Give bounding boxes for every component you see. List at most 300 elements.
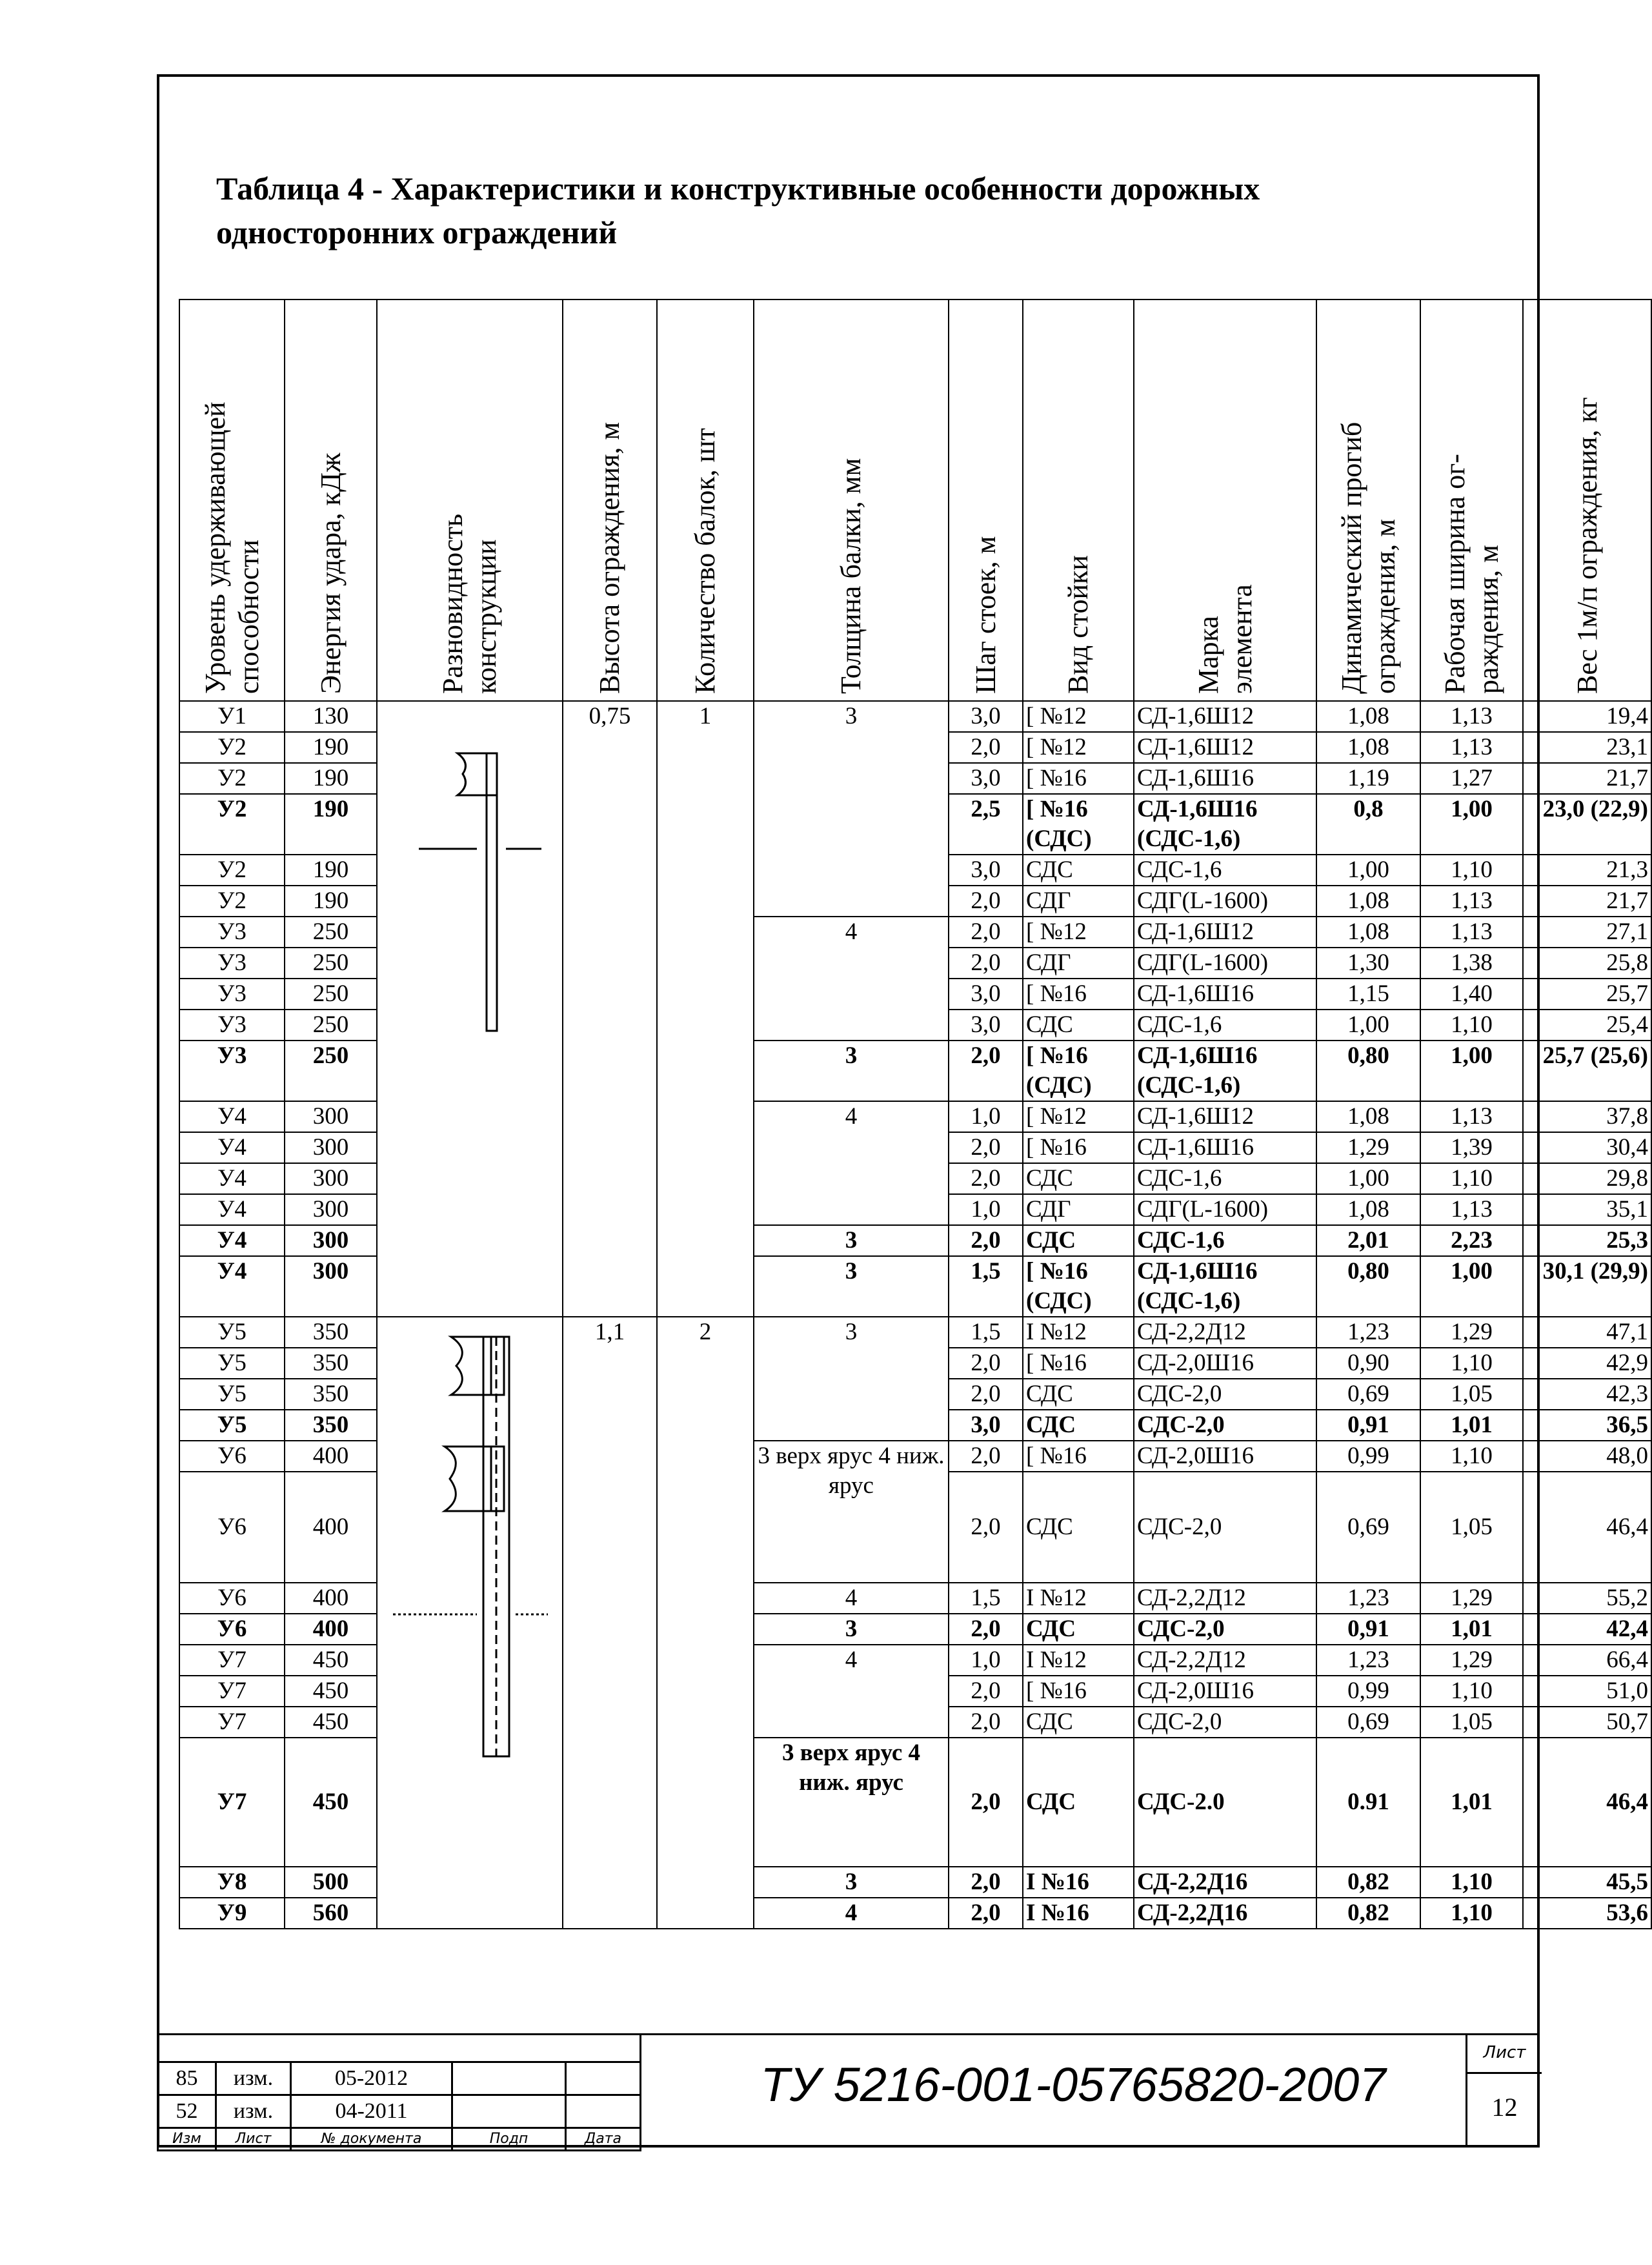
- post-cell: [ №16: [1023, 1348, 1134, 1379]
- mark-cell: СД-2,0Ш16: [1134, 1348, 1316, 1379]
- energy-cell: 500: [285, 1867, 377, 1898]
- weight-cell: 30,1 (29,9): [1523, 1256, 1651, 1317]
- step-cell: 2,0: [949, 1163, 1023, 1194]
- level-cell: У1: [179, 701, 285, 732]
- mark-cell: СД-1,6Ш16 (СДС-1,6): [1134, 1041, 1316, 1101]
- mark-cell: СДГ(L-1600): [1134, 1194, 1316, 1225]
- level-cell: У4: [179, 1132, 285, 1163]
- width-cell: 2,23: [1420, 1225, 1523, 1256]
- energy-cell: 300: [285, 1194, 377, 1225]
- energy-cell: 190: [285, 794, 377, 855]
- table-row: [179, 1317, 1651, 1348]
- energy-cell: 190: [285, 855, 377, 886]
- energy-cell: 300: [285, 1225, 377, 1256]
- width-cell: 1,13: [1420, 886, 1523, 917]
- rev-num-2: 52: [158, 2095, 216, 2128]
- deflection-cell: 0,99: [1316, 1441, 1420, 1472]
- step-cell: 2,0: [949, 1132, 1023, 1163]
- document-number: ТУ 5216-001-05765820-2007: [760, 2058, 1386, 2111]
- mark-cell: СДГ(L-1600): [1134, 948, 1316, 979]
- step-cell: 2,0: [949, 1348, 1023, 1379]
- level-cell: У3: [179, 979, 285, 1010]
- thickness-cell: 3 верх ярус 4 ниж. ярус: [754, 1738, 949, 1867]
- weight-cell: 21,7: [1523, 886, 1651, 917]
- level-cell: У6: [179, 1472, 285, 1583]
- step-cell: 3,0: [949, 1410, 1023, 1441]
- step-cell: 2,0: [949, 1379, 1023, 1410]
- width-cell: 1,38: [1420, 948, 1523, 979]
- level-cell: У6: [179, 1583, 285, 1614]
- step-cell: 1,0: [949, 1101, 1023, 1132]
- width-cell: 1,13: [1420, 917, 1523, 948]
- weight-cell: 25,7: [1523, 979, 1651, 1010]
- mark-cell: СД-1,6Ш16 (СДС-1,6): [1134, 794, 1316, 855]
- width-cell: 1,10: [1420, 1163, 1523, 1194]
- deflection-cell: 1,23: [1316, 1317, 1420, 1348]
- post-cell: СДГ: [1023, 948, 1134, 979]
- thickness-cell: 3: [754, 1867, 949, 1898]
- thickness-cell: 3: [754, 1317, 949, 1441]
- deflection-cell: 0,69: [1316, 1379, 1420, 1410]
- level-cell: У2: [179, 886, 285, 917]
- width-cell: 1,13: [1420, 732, 1523, 763]
- level-cell: У3: [179, 1041, 285, 1101]
- post-cell: [ №12: [1023, 917, 1134, 948]
- width-cell: 1,05: [1420, 1379, 1523, 1410]
- deflection-cell: 1,30: [1316, 948, 1420, 979]
- energy-cell: 250: [285, 1010, 377, 1041]
- energy-cell: 560: [285, 1898, 377, 1929]
- caption-sign: Подп: [452, 2128, 566, 2150]
- energy-cell: 400: [285, 1614, 377, 1645]
- level-cell: У7: [179, 1645, 285, 1676]
- deflection-cell: 1,15: [1316, 979, 1420, 1010]
- revision-table: [157, 2033, 641, 2151]
- post-cell: СДС: [1023, 1707, 1134, 1738]
- sheet-number: 12: [1491, 2093, 1518, 2122]
- guardrail-table: [179, 299, 1652, 1929]
- mark-cell: СДС-1,6: [1134, 1010, 1316, 1041]
- post-cell: [ №16 (СДС): [1023, 794, 1134, 855]
- post-cell: [ №16: [1023, 979, 1134, 1010]
- post-cell: СДС: [1023, 1379, 1134, 1410]
- rev-date-1: 05-2012: [291, 2062, 452, 2095]
- step-cell: 1,5: [949, 1317, 1023, 1348]
- height-cell: 1,1: [563, 1317, 657, 1929]
- deflection-cell: 1,00: [1316, 1010, 1420, 1041]
- post-cell: СДС: [1023, 1410, 1134, 1441]
- deflection-cell: 0,8: [1316, 794, 1420, 855]
- width-cell: 1,01: [1420, 1410, 1523, 1441]
- single-beam-drawing: [380, 702, 561, 1037]
- thickness-cell: 4: [754, 1645, 949, 1738]
- width-cell: 1,00: [1420, 794, 1523, 855]
- width-cell: 1,29: [1420, 1583, 1523, 1614]
- energy-cell: 350: [285, 1348, 377, 1379]
- double-beam-drawing: [380, 1317, 561, 1769]
- thickness-cell: 4: [754, 1583, 949, 1614]
- mark-cell: СД-1,6Ш16: [1134, 763, 1316, 794]
- deflection-cell: 1,19: [1316, 763, 1420, 794]
- step-cell: 2,0: [949, 1898, 1023, 1929]
- deflection-cell: 1,08: [1316, 1194, 1420, 1225]
- mark-cell: СДС-2,0: [1134, 1379, 1316, 1410]
- post-cell: СДС: [1023, 855, 1134, 886]
- title-line-1: Таблица 4 - Характеристики и конструктивные особенности дорожных: [216, 170, 1260, 207]
- level-cell: У4: [179, 1225, 285, 1256]
- deflection-cell: 1,00: [1316, 1163, 1420, 1194]
- step-cell: 2,0: [949, 917, 1023, 948]
- title-line-2: односторонних ограждений: [216, 214, 618, 250]
- level-cell: У2: [179, 794, 285, 855]
- post-cell: [ №16: [1023, 1676, 1134, 1707]
- level-cell: У3: [179, 917, 285, 948]
- step-cell: 2,0: [949, 1225, 1023, 1256]
- width-cell: 1,13: [1420, 1101, 1523, 1132]
- step-cell: 2,0: [949, 732, 1023, 763]
- weight-cell: 51,0: [1523, 1676, 1651, 1707]
- mark-cell: СД-1,6Ш12: [1134, 701, 1316, 732]
- weight-cell: 50,7: [1523, 1707, 1651, 1738]
- energy-cell: 450: [285, 1676, 377, 1707]
- step-cell: 3,0: [949, 763, 1023, 794]
- mark-cell: СД-2,2Д12: [1134, 1583, 1316, 1614]
- post-cell: [ №16: [1023, 1441, 1134, 1472]
- post-cell: I №16: [1023, 1867, 1134, 1898]
- level-cell: У5: [179, 1410, 285, 1441]
- step-cell: 3,0: [949, 855, 1023, 886]
- weight-cell: 42,3: [1523, 1379, 1651, 1410]
- weight-cell: 36,5: [1523, 1410, 1651, 1441]
- step-cell: 2,0: [949, 1472, 1023, 1583]
- level-cell: У5: [179, 1379, 285, 1410]
- width-cell: 1,29: [1420, 1317, 1523, 1348]
- sheet-box: [1466, 2033, 1542, 2148]
- thickness-cell: 4: [754, 1101, 949, 1225]
- header-width: Рабочая ширина ог- раждения, м: [1420, 300, 1523, 701]
- post-cell: [ №16 (СДС): [1023, 1256, 1134, 1317]
- level-cell: У6: [179, 1614, 285, 1645]
- energy-cell: 300: [285, 1256, 377, 1317]
- energy-cell: 190: [285, 763, 377, 794]
- post-cell: СДС: [1023, 1738, 1134, 1867]
- mark-cell: СДГ(L-1600): [1134, 886, 1316, 917]
- energy-cell: 250: [285, 948, 377, 979]
- post-cell: СДГ: [1023, 1194, 1134, 1225]
- energy-cell: 190: [285, 732, 377, 763]
- level-cell: У7: [179, 1738, 285, 1867]
- weight-cell: 29,8: [1523, 1163, 1651, 1194]
- weight-cell: 53,6: [1523, 1898, 1651, 1929]
- rev-date-2: 04-2011: [291, 2095, 452, 2128]
- width-cell: 1,13: [1420, 1194, 1523, 1225]
- width-cell: 1,10: [1420, 855, 1523, 886]
- deflection-cell: 1,23: [1316, 1645, 1420, 1676]
- post-cell: [ №12: [1023, 732, 1134, 763]
- post-cell: I №12: [1023, 1317, 1134, 1348]
- width-cell: 1,10: [1420, 1010, 1523, 1041]
- header-deflection: Динамический прогиб ограждения, м: [1316, 300, 1420, 701]
- step-cell: 2,0: [949, 948, 1023, 979]
- deflection-cell: 0,82: [1316, 1867, 1420, 1898]
- weight-cell: 25,4: [1523, 1010, 1651, 1041]
- thickness-cell: 3: [754, 1225, 949, 1256]
- width-cell: 1,00: [1420, 1041, 1523, 1101]
- post-cell: [ №12: [1023, 701, 1134, 732]
- level-cell: У7: [179, 1676, 285, 1707]
- deflection-cell: 2,01: [1316, 1225, 1420, 1256]
- step-cell: 2,5: [949, 794, 1023, 855]
- weight-cell: 21,7: [1523, 763, 1651, 794]
- header-energy: Энергия удара, кДж: [285, 300, 377, 701]
- level-cell: У6: [179, 1441, 285, 1472]
- step-cell: 2,0: [949, 1738, 1023, 1867]
- construction-drawing: [377, 1317, 563, 1929]
- width-cell: 1,10: [1420, 1867, 1523, 1898]
- energy-cell: 300: [285, 1101, 377, 1132]
- step-cell: 2,0: [949, 1867, 1023, 1898]
- weight-cell: 48,0: [1523, 1441, 1651, 1472]
- post-cell: I №12: [1023, 1583, 1134, 1614]
- mark-cell: СД-2,2Д16: [1134, 1898, 1316, 1929]
- deflection-cell: 1,08: [1316, 701, 1420, 732]
- rev-num-1: 85: [158, 2062, 216, 2095]
- header-mark: Марка элемента: [1134, 300, 1316, 701]
- mark-cell: СД-1,6Ш12: [1134, 732, 1316, 763]
- post-cell: I №16: [1023, 1898, 1134, 1929]
- mark-cell: СДС-2,0: [1134, 1410, 1316, 1441]
- weight-cell: 47,1: [1523, 1317, 1651, 1348]
- width-cell: 1,01: [1420, 1614, 1523, 1645]
- mark-cell: СД-2,0Ш16: [1134, 1676, 1316, 1707]
- caption-doc: № документа: [291, 2128, 452, 2150]
- thickness-cell: 3: [754, 1614, 949, 1645]
- post-cell: СДС: [1023, 1010, 1134, 1041]
- step-cell: 2,0: [949, 1676, 1023, 1707]
- header-thickness: Толщина балки, мм: [754, 300, 949, 701]
- level-cell: У7: [179, 1707, 285, 1738]
- thickness-cell: 4: [754, 1898, 949, 1929]
- deflection-cell: 1,29: [1316, 1132, 1420, 1163]
- level-cell: У2: [179, 763, 285, 794]
- weight-cell: 35,1: [1523, 1194, 1651, 1225]
- post-cell: СДС: [1023, 1472, 1134, 1583]
- width-cell: 1,29: [1420, 1645, 1523, 1676]
- mark-cell: СД-1,6Ш12: [1134, 917, 1316, 948]
- level-cell: У3: [179, 1010, 285, 1041]
- mark-cell: СД-2,2Д12: [1134, 1645, 1316, 1676]
- header-beams: Количество балок, шт: [657, 300, 754, 701]
- energy-cell: 350: [285, 1410, 377, 1441]
- header-post: Вид стойки: [1023, 300, 1134, 701]
- deflection-cell: 0,91: [1316, 1410, 1420, 1441]
- width-cell: 1,13: [1420, 701, 1523, 732]
- level-cell: У2: [179, 855, 285, 886]
- beams-cell: 2: [657, 1317, 754, 1929]
- mark-cell: СДС-1,6: [1134, 1163, 1316, 1194]
- weight-cell: 25,7 (25,6): [1523, 1041, 1651, 1101]
- header-height: Высота ограждения, м: [563, 300, 657, 701]
- caption-date: Дата: [566, 2128, 641, 2150]
- width-cell: 1,10: [1420, 1441, 1523, 1472]
- width-cell: 1,10: [1420, 1348, 1523, 1379]
- rev-type-2: изм.: [216, 2095, 291, 2128]
- level-cell: У4: [179, 1194, 285, 1225]
- width-cell: 1,39: [1420, 1132, 1523, 1163]
- caption-sheet: Лист: [216, 2128, 291, 2150]
- weight-cell: 46,4: [1523, 1472, 1651, 1583]
- post-cell: [ №12: [1023, 1101, 1134, 1132]
- construction-drawing: [377, 701, 563, 1317]
- deflection-cell: 1,08: [1316, 732, 1420, 763]
- table-row: [179, 701, 1651, 732]
- energy-cell: 250: [285, 979, 377, 1010]
- step-cell: 2,0: [949, 886, 1023, 917]
- energy-cell: 450: [285, 1645, 377, 1676]
- mark-cell: СД-2,2Д16: [1134, 1867, 1316, 1898]
- weight-cell: 42,9: [1523, 1348, 1651, 1379]
- weight-cell: 25,8: [1523, 948, 1651, 979]
- post-cell: СДГ: [1023, 886, 1134, 917]
- table-title: [216, 167, 1491, 254]
- step-cell: 1,5: [949, 1256, 1023, 1317]
- weight-cell: 19,4: [1523, 701, 1651, 732]
- post-cell: [ №16: [1023, 1132, 1134, 1163]
- deflection-cell: 1,23: [1316, 1583, 1420, 1614]
- weight-cell: 25,3: [1523, 1225, 1651, 1256]
- step-cell: 2,0: [949, 1614, 1023, 1645]
- weight-cell: 21,3: [1523, 855, 1651, 886]
- mark-cell: СДС-1,6: [1134, 1225, 1316, 1256]
- width-cell: 1,27: [1420, 763, 1523, 794]
- header-level: Уровень удерживающей способности: [179, 300, 285, 701]
- width-cell: 1,00: [1420, 1256, 1523, 1317]
- beams-cell: 1: [657, 701, 754, 1317]
- weight-cell: 42,4: [1523, 1614, 1651, 1645]
- rev-type-1: изм.: [216, 2062, 291, 2095]
- height-cell: 0,75: [563, 701, 657, 1317]
- mark-cell: СД-1,6Ш16: [1134, 1132, 1316, 1163]
- weight-cell: 37,8: [1523, 1101, 1651, 1132]
- level-cell: У8: [179, 1867, 285, 1898]
- width-cell: 1,10: [1420, 1898, 1523, 1929]
- energy-cell: 350: [285, 1379, 377, 1410]
- deflection-cell: 0,80: [1316, 1256, 1420, 1317]
- width-cell: 1,05: [1420, 1707, 1523, 1738]
- width-cell: 1,05: [1420, 1472, 1523, 1583]
- deflection-cell: 0.91: [1316, 1738, 1420, 1867]
- header-type: Разновидность конструкции: [377, 300, 563, 701]
- weight-cell: 45,5: [1523, 1867, 1651, 1898]
- mark-cell: СД-1,6Ш12: [1134, 1101, 1316, 1132]
- deflection-cell: 1,08: [1316, 886, 1420, 917]
- width-cell: 1,01: [1420, 1738, 1523, 1867]
- deflection-cell: 0,69: [1316, 1707, 1420, 1738]
- energy-cell: 450: [285, 1738, 377, 1867]
- width-cell: 1,40: [1420, 979, 1523, 1010]
- mark-cell: СД-1,6Ш16 (СДС-1,6): [1134, 1256, 1316, 1317]
- energy-cell: 300: [285, 1132, 377, 1163]
- mark-cell: СДС-2,0: [1134, 1614, 1316, 1645]
- sheet-label: Лист: [1467, 2033, 1542, 2074]
- step-cell: 3,0: [949, 1010, 1023, 1041]
- weight-cell: 23,0 (22,9): [1523, 794, 1651, 855]
- deflection-cell: 1,08: [1316, 917, 1420, 948]
- post-cell: [ №16 (СДС): [1023, 1041, 1134, 1101]
- width-cell: 1,10: [1420, 1676, 1523, 1707]
- deflection-cell: 0,91: [1316, 1614, 1420, 1645]
- thickness-cell: 3: [754, 701, 949, 917]
- deflection-cell: 0,82: [1316, 1898, 1420, 1929]
- thickness-cell: 4: [754, 917, 949, 1041]
- step-cell: 1,0: [949, 1194, 1023, 1225]
- mark-cell: СД-1,6Ш16: [1134, 979, 1316, 1010]
- deflection-cell: 1,00: [1316, 855, 1420, 886]
- mark-cell: СДС-2,0: [1134, 1472, 1316, 1583]
- mark-cell: СДС-2,0: [1134, 1707, 1316, 1738]
- energy-cell: 450: [285, 1707, 377, 1738]
- header-step: Шаг стоек, м: [949, 300, 1023, 701]
- caption-rev: Изм: [158, 2128, 216, 2150]
- level-cell: У2: [179, 732, 285, 763]
- mark-cell: СДС-1,6: [1134, 855, 1316, 886]
- deflection-cell: 1,08: [1316, 1101, 1420, 1132]
- post-cell: СДС: [1023, 1225, 1134, 1256]
- weight-cell: 30,4: [1523, 1132, 1651, 1163]
- title-block: [157, 2033, 1540, 2148]
- step-cell: 3,0: [949, 701, 1023, 732]
- thickness-cell: 3 верх ярус 4 ниж. ярус: [754, 1441, 949, 1583]
- step-cell: 2,0: [949, 1441, 1023, 1472]
- thickness-cell: 3: [754, 1256, 949, 1317]
- level-cell: У4: [179, 1163, 285, 1194]
- weight-cell: 66,4: [1523, 1645, 1651, 1676]
- step-cell: 3,0: [949, 979, 1023, 1010]
- energy-cell: 130: [285, 701, 377, 732]
- energy-cell: 400: [285, 1583, 377, 1614]
- post-cell: [ №16: [1023, 763, 1134, 794]
- energy-cell: 400: [285, 1441, 377, 1472]
- weight-cell: 55,2: [1523, 1583, 1651, 1614]
- energy-cell: 250: [285, 1041, 377, 1101]
- deflection-cell: 0,80: [1316, 1041, 1420, 1101]
- deflection-cell: 0,99: [1316, 1676, 1420, 1707]
- level-cell: У5: [179, 1348, 285, 1379]
- energy-cell: 300: [285, 1163, 377, 1194]
- level-cell: У4: [179, 1256, 285, 1317]
- level-cell: У9: [179, 1898, 285, 1929]
- deflection-cell: 0,69: [1316, 1472, 1420, 1583]
- mark-cell: СД-2,2Д12: [1134, 1317, 1316, 1348]
- post-cell: СДС: [1023, 1163, 1134, 1194]
- energy-cell: 350: [285, 1317, 377, 1348]
- step-cell: 1,5: [949, 1583, 1023, 1614]
- energy-cell: 190: [285, 886, 377, 917]
- energy-cell: 250: [285, 917, 377, 948]
- weight-cell: 46,4: [1523, 1738, 1651, 1867]
- step-cell: 2,0: [949, 1707, 1023, 1738]
- header-weight: Вес 1м/п ограждения, кг: [1523, 300, 1651, 701]
- step-cell: 2,0: [949, 1041, 1023, 1101]
- post-cell: СДС: [1023, 1614, 1134, 1645]
- mark-cell: СД-2,0Ш16: [1134, 1441, 1316, 1472]
- deflection-cell: 0,90: [1316, 1348, 1420, 1379]
- weight-cell: 27,1: [1523, 917, 1651, 948]
- weight-cell: 23,1: [1523, 732, 1651, 763]
- post-cell: I №12: [1023, 1645, 1134, 1676]
- step-cell: 1,0: [949, 1645, 1023, 1676]
- thickness-cell: 3: [754, 1041, 949, 1101]
